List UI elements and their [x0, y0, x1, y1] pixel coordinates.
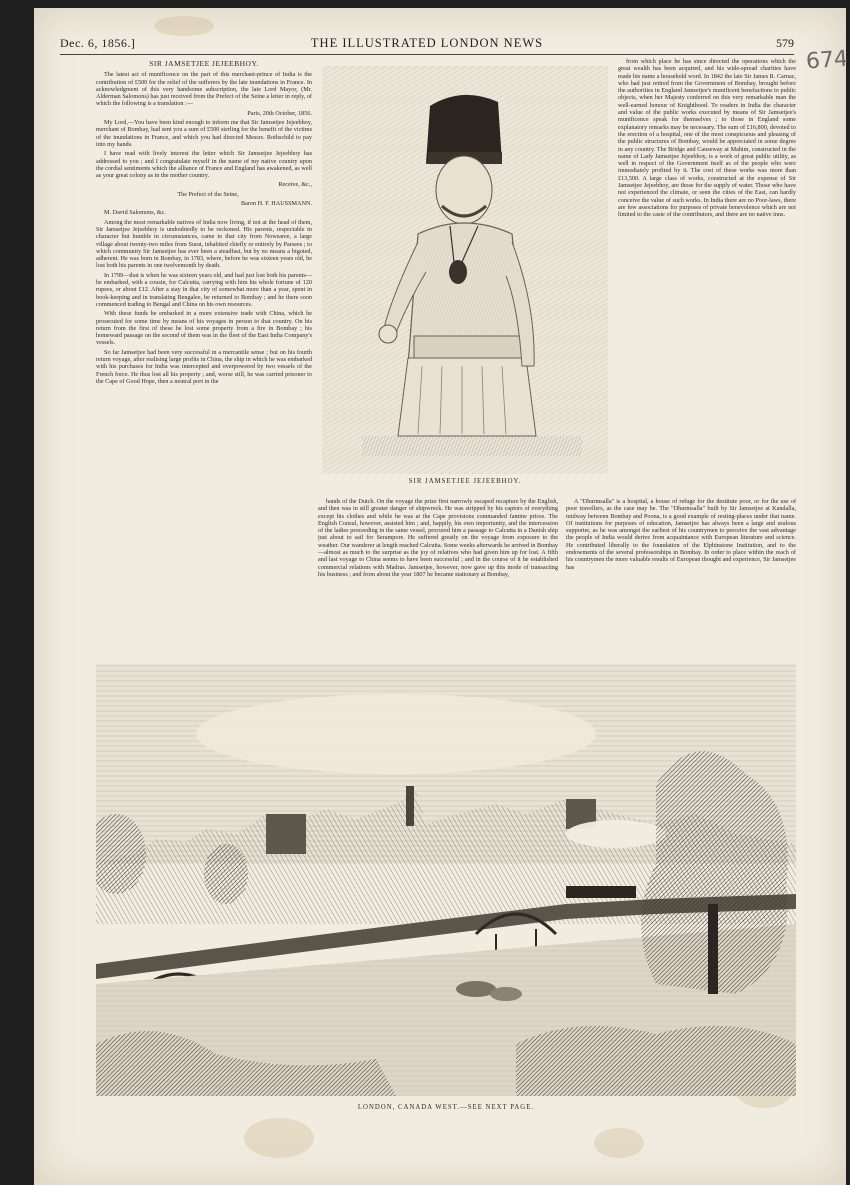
article-body-3: With these funds he embarked in a more extensive trade with China, which he prosecuted for some time by means of his voyages in person to that country. On his return from the first of these he lost some property from a fire in Bombay ; his homeward passage on the second of them was in the fleet of the East India Company's vessels.	[96, 310, 312, 347]
article-heading: SIR JAMSETJEE JEJEEBHOY.	[149, 60, 259, 68]
landscape-caption: LONDON, CANADA WEST.—SEE NEXT PAGE.	[357, 1104, 535, 1111]
landscape-engraving	[96, 664, 796, 1096]
paper-stain	[594, 1128, 644, 1158]
letter-body: My Lord,—You have been kind enough to inform me that Sir Jamsetjee Jejeebhoy, merchant of Bombay, had sent you a sum of £500 sterling for the benefit of the victims of the inundations in France, and which you had directed Messrs. Rothschild to pay into my hands.	[96, 119, 312, 148]
portrait-caption: SIR JAMSETJEE JEJEEBHOY.	[408, 478, 522, 485]
right-column-text: from which place he has since directed the operations which the great wealth has been acquired, and his wide-spread charities have made his name a household word. In 1842 the late Sir James R. Carnac, who had just retired from the Government of Bombay, brought before the authorities in England Jamsetjee's munificent benefactions to public objects, when her Majesty conferred on this very remarkable man the well-earned honour of Knighthood. To readers in India the character and value of the public works executed by means of Sir Jamsetjee's munificence speak for themselves ; to those in England some explanatory remarks may be necessary. The sum of £16,800, devoted to the erection of a hospital, one of the most conspicuous and pleasing of the public structures of Bombay, would be appreciated in some degree in any country. The Bridge and Causeway at Mahim, constructed in the name of Lady Jamsetjee Jejeebhoy, is a work of great public utility, as well in respect of the Government itself as of the people who were immediately profited by it. The cost of these works was more than £13,500. A large class of works, constructed at the expense of Sir Jamsetjee Jejeebhoy, are those for the supply of water. Those who have not experienced the climate, or seen the cities of the East, can hardly conceive the value of such works. In India there are no Poor-laws, there are few associations for purposes of private benevolence which are not limited to the caste of the contributors, and there are no native inns.	[618, 58, 796, 219]
signature-title: The Prefect of the Seine,	[177, 190, 239, 198]
page-number: 579	[776, 36, 794, 50]
article-body-1: Among the most remarkable natives of India now living, if not at the head of them, Sir Jamsetjee Jejeebhoy is undoubtedly to be reckoned. His parents, respectable in character but humble in circumstances, came to that city from Nowsaree, a large village about twenty-two miles from Surat, inhabited chiefly or entirely by Parsees ; to which community Sir Jamsetjee has ever been a steadfast, but by no means a bigoted, adherent. He was born in Bombay, in 1783, where, before he was sixteen years old, he lost both his parents in one twelvemonth by death.	[96, 218, 312, 270]
letter-close: Receive, &c.,	[278, 181, 312, 189]
paper-stain	[154, 16, 214, 36]
middle-column-text: hands of the Dutch. On the voyage the prize first narrowly escaped recapture by the English, and then was in still greater danger of shipwreck. He was stripped by his captors of everything except his clothes and while he was at the Cape provisions commanded famine prices. The English Consul, however, assisted him ; and, happily, his own importunity, and the intercession of the ladies proceeding in the same vessel, procured him a passage to Calcutta in a Danish ship just about to sail for Serampore. He suffered greatly on the voyage from exposure to the weather. Our wanderer at length reached Calcutta. Some weeks afterwards he arrived in Bombay—almost as much to the surprise as the joy of relatives who had given him up for lost. A fifth and last voyage to China seems to have been successful ; and in the course of it he established commercial relations with Madras. Jamsetjee, however, now gave up this mode of transacting his business ; and from about the year 1807 he became stationary at Bombay,	[318, 498, 558, 578]
issue-date: Dec. 6, 1856.]	[60, 36, 136, 50]
portrait-figure-image	[322, 66, 608, 474]
page-header	[60, 36, 794, 55]
article-body-2: In 1799—that is when he was sixteen years old, and had just lost both his parents—he embarked, with a cousin, for Calcutta, carrying with him his whole fortune of 120 rupees, or about £12. After a stay in that city of somewhat more than a year, spent in book-keeping and in translating Bengalee, he returned to Bombay ; and he there soon commenced trading to Bengal and China on his own resources.	[96, 271, 312, 308]
article-right-column	[618, 58, 796, 498]
portrait-engraving	[322, 66, 608, 474]
pencil-annotation: 674	[805, 46, 849, 75]
article-middle-column	[318, 498, 558, 648]
signature-name: Baron H. F. HAUSSMANN.	[240, 200, 312, 208]
publication-title: THE ILLUSTRATED LONDON NEWS	[310, 36, 544, 50]
right-bottom-text: A "Dhurmsalla" is a hospital, a house of refuge for the destitute poor, or for the use of poor travellers, as the case may be. The "Dhurmsalla" built by Sir Jamsetjee at Kandalla, midway between Bombay and Poona, is a good example of resting-places under that name. Of institutions for purposes of education, Jamsetjee has always been a large and zealous supporter, as he was amongst the earliest of his countrymen to perceive the vast advantage the people of India would derive from acquaintance with European literature and science. He contributed liberally to the foundation of the Elphinstone Institution, and to the endowments of the several professorships in Bombay. In order to place within the reach of his countrymen the more valuable results of European thought and experience, Sir Jamsetjee has	[566, 498, 796, 571]
paper-stain	[244, 1118, 314, 1158]
article-right-bottom-column	[566, 498, 796, 648]
addressee: M. David Salomons, &c.	[104, 209, 166, 217]
article-body-4: So far Jamsetjee had been very successful in a mercantile sense ; but on his fourth return voyage, after realising large profits in China, the ship in which he was embarked with his purchases for India was intercepted and overpowered by two vessels of the French force. He thus lost all his property ; and, worse still, he was carried prisoner to the Cape of Good Hope, then a neutral port in the	[96, 348, 312, 385]
letter-place: Paris, 20th October, 1856.	[247, 109, 312, 117]
article-left-column	[96, 60, 312, 620]
article-lead: The latest act of munificence on the part of this merchant-prince of India is the contribution of £500 for the relief of the sufferers by the late inundations in France. In acknowledgment of this very handsome subscription, the late Lord Mayor, (Mr. Alderman Salomons) has just received from the Prefect of the Seine a letter in reply, of which the following is a translation :—	[96, 71, 312, 108]
letter-body-2: I have read with lively interest the letter which Sir Jamsetjee Jejeebhoy has addressed to you ; and I congratulate myself in the name of my native country upon the cordial sentiments which the alliance of France and England has awakened, as well as your great colony as in the mother country.	[96, 150, 312, 180]
landscape-image	[96, 664, 796, 1096]
